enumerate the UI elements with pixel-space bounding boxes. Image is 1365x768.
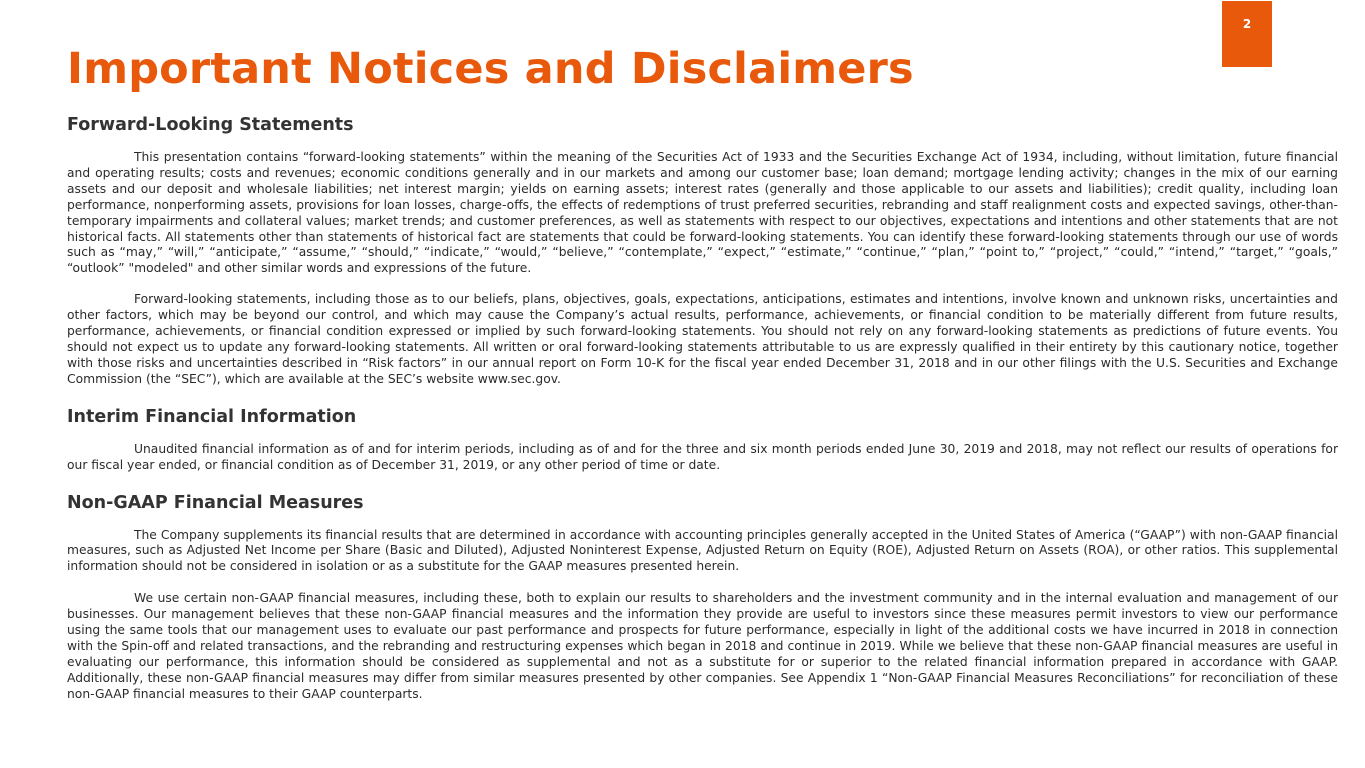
slide-title: Important Notices and Disclaimers — [67, 44, 914, 94]
page-number-badge — [1222, 1, 1272, 67]
section-paragraph: This presentation contains “forward-looking statements” within the meaning of the Securities Act of 1933 and the Securities Exchange Act of 1934, including, without limitation, future financial and operating results; costs and revenues; economic conditions generally and in our markets and among our customer base; loan demand; mortgage lending activity; changes in the mix of our earning assets and our deposit and wholesale liabilities; net interest margin; yields on earning assets; interest rates (generally and those applicable to our assets and liabilities); credit quality, including loan performance, nonperforming assets, provisions for loan losses, charge-offs, the effects of redemptions of trust preferred securities, rebranding and staff realignment costs and expected savings, other-than-temporary impairments and collateral values; market trends; and customer preferences, as well as statements with respect to our objectives, expectations and intentions and other statements that are not historical facts. All statements other than statements of historical fact are statements that could be forward-looking statements. You can identify these forward-looking statements through our use of words such as “may,” “will,” “anticipate,” “assume,” “should,” “indicate,” “would,” “believe,” “contemplate,” “expect,” “estimate,” “continue,” “plan,” “point to,” “project,” “could,” “intend,” “target,” “goals,” “outlook” "modeled" and other similar words and expressions of the future. — [67, 150, 1338, 276]
forward-looking-statements-section — [67, 110, 1338, 388]
section-paragraph: We use certain non-GAAP financial measures, including these, both to explain our results to shareholders and the investment community and in the internal evaluation and management of our businesses. Our management believes that these non-GAAP financial measures and the information they provide are useful to investors since these measures permit investors to view our performance using the same tools that our management uses to evaluate our past performance and prospects for future performance, especially in light of the additional costs we have incurred in 2018 in connection with the Spin-off and related transactions, and the rebranding and restructuring expenses which began in 2018 and continue in 2019. While we believe that these non-GAAP financial measures are useful in evaluating our performance, this information should be considered as supplemental and not as a substitute for or superior to the related financial information prepared in accordance with GAAP. Additionally, these non-GAAP financial measures may differ from similar measures presented by other companies. See Appendix 1 “Non-GAAP Financial Measures Reconciliations” for reconciliation of these non-GAAP financial measures to their GAAP counterparts. — [67, 591, 1338, 701]
slide-body — [67, 110, 1338, 703]
section-paragraph: Unaudited financial information as of and for interim periods, including as of and for the three and six month periods ended June 30, 2019 and 2018, may not reflect our results of operations for our fiscal year ended, or financial condition as of December 31, 2019, or any other period of time or date. — [67, 441, 1338, 472]
section-heading: Non-GAAP Financial Measures — [67, 492, 364, 513]
section-paragraph: Forward-looking statements, including those as to our beliefs, plans, objectives, goals, expectations, anticipations, estimates and intentions, involve known and unknown risks, uncertainties and other factors, which may be beyond our control, and which may cause the Company’s actual results, performance, achievements, or financial condition to be materially different from future results, performance, achievements, or financial condition expressed or implied by such forward-looking statements. You should not rely on any forward-looking statements as predictions of future events. You should not expect us to update any forward-looking statements. All written or oral forward-looking statements attributable to us are expressly qualified in their entirety by this cautionary notice, together with those risks and uncertainties described in “Risk factors” in our annual report on Form 10-K for the fiscal year ended December 31, 2018 and in our other filings with the U.S. Securities and Exchange Commission (the “SEC”), which are available at the SEC’s website www.sec.gov. — [67, 292, 1338, 386]
section-heading: Interim Financial Information — [67, 406, 357, 427]
page-number: 2 — [1242, 17, 1252, 31]
section-heading: Forward-Looking Statements — [67, 115, 354, 135]
non-gaap-financial-measures-section — [67, 488, 1338, 703]
interim-financial-information-section — [67, 402, 1338, 474]
section-paragraph: The Company supplements its financial results that are determined in accordance with accounting principles generally accepted in the United States of America (“GAAP”) with non-GAAP financial measures, such as Adjusted Net Income per Share (Basic and Diluted), Adjusted Noninterest Expense, Adjusted Return on Equity (ROE), Adjusted Return on Assets (ROA), or other ratios. This supplemental information should not be considered in isolation or as a substitute for the GAAP measures presented herein. — [67, 527, 1338, 574]
